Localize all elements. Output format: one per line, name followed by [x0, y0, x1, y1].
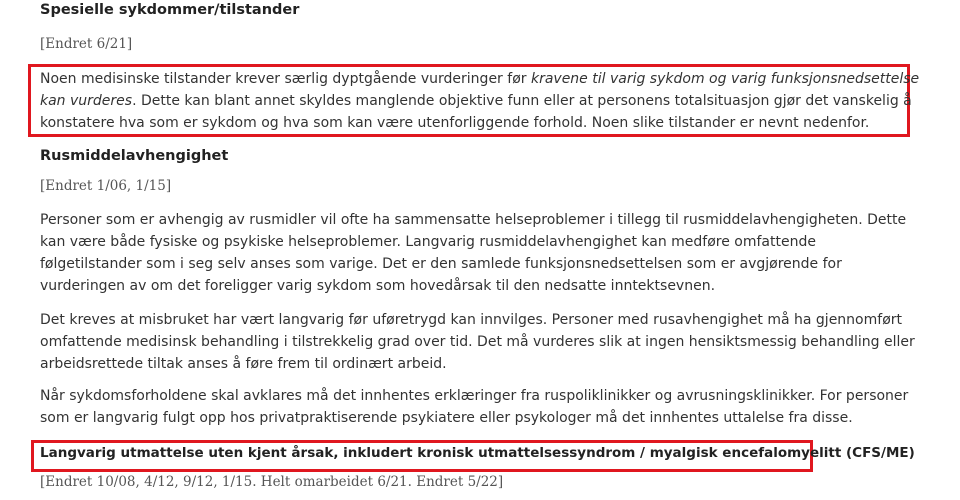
changed-note-substance: [Endret 1/06, 1/15] [40, 178, 172, 194]
intro-text-emphasis: kravene til varig sykdom og varig funksjonsnedsettelse kan vurderes [40, 71, 920, 109]
section-heading-chronic-fatigue: Langvarig utmattelse uten kjent årsak, inkludert kronisk utmattelsessyndrom / myalgisk encefalomyelitt (CFS/ME) [40, 445, 915, 461]
substance-paragraph-3: Når sykdomsforholdene skal avklares må det innhentes erklæringer fra ruspoliklinikker og avrusningsklinikker. For personer som er langvarig fulgt opp hos privatpraktiserende psykiatere eller psykologer må det innhentes uttalelse fra disse. [40, 388, 909, 426]
section-heading-substance-dependence: Rusmiddelavhengighet [40, 148, 229, 164]
intro-text-end: . Dette kan blant annet skyldes manglende objektive funn eller at personens totalsituasjon gjør det vanskelig å konstatere hva som er sykdom og hva som kan være utenforliggende forhold. Noen slike tilstander er nevnt nedenfor. [40, 93, 912, 131]
changed-note-special: [Endret 6/21] [40, 36, 133, 52]
intro-paragraph [40, 68, 920, 134]
section-heading-special-conditions: Spesielle sykdommer/tilstander [40, 2, 300, 18]
substance-paragraph-2: Det kreves at misbruket har vært langvarig før uføretrygd kan innvilges. Personer med rusavhengighet må ha gjennomført omfattende medisinsk behandling i tilstrekkelig grad over tid. Det må vurderes slik at ingen hensiktsmessig behandling eller arbeidsrettede tiltak anses å føre frem til ordinært arbeid. [40, 312, 915, 372]
substance-paragraph-1: Personer som er avhengig av rusmidler vil ofte ha sammensatte helseproblemer i tillegg til rusmiddelavhengigheten. Dette kan være både fysiske og psykiske helseproblemer. Langvarig rusmiddelavhengighet kan medføre omfattende følgetilstander som i seg selv anses som varige. Det er den samlede funksjonsnedsettelsen som er avgjørende for vurderingen av om det foreligger varig sykdom som hovedårsak til den nedsatte inntektsevnen. [40, 212, 907, 294]
intro-text-start: Noen medisinske tilstander krever særlig dyptgående vurderinger før [40, 71, 531, 87]
changed-note-fatigue: [Endret 10/08, 4/12, 9/12, 1/15. Helt omarbeidet 6/21. Endret 5/22] [40, 474, 504, 490]
